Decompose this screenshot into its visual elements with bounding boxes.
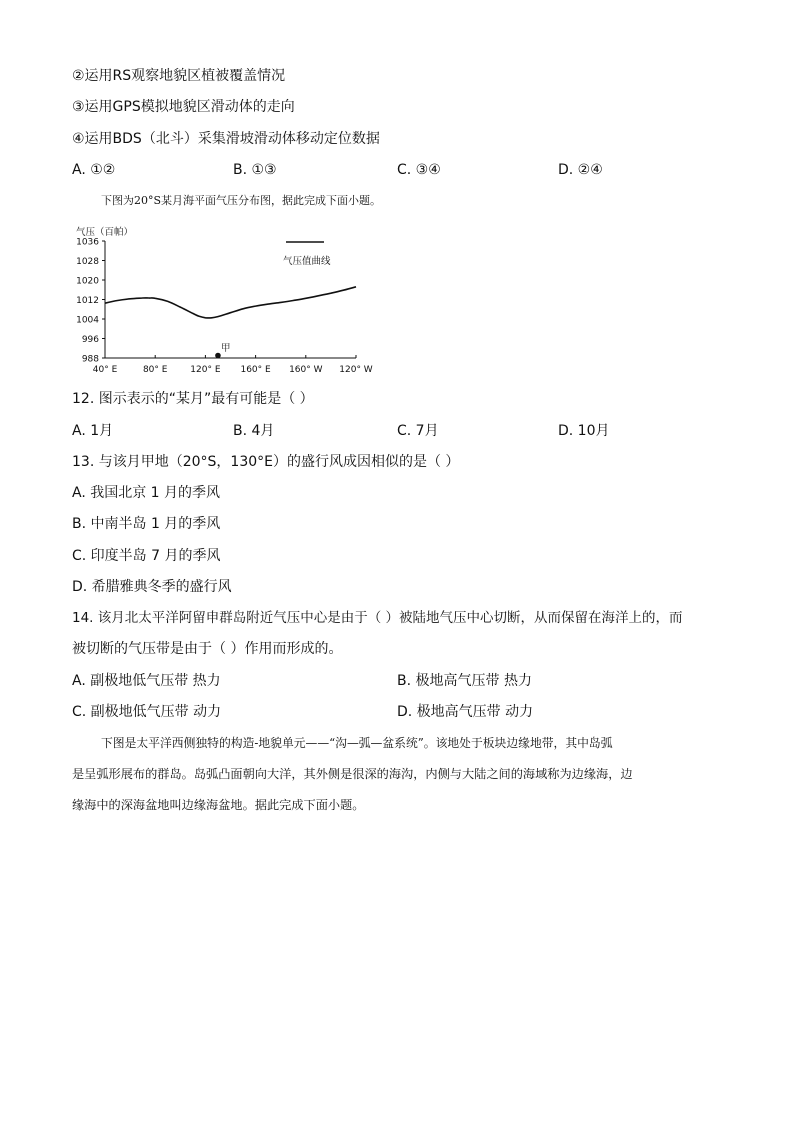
q13-stem: 13. 与该月甲地（20°S，130°E）的盛行风成因相似的是（ ） [72, 454, 460, 470]
next-intro-line1: 下图是太平洋西侧独特的构造-地貌单元——“沟—弧—盆系统”。该地处于板块边缘地带，其中岛弧 [101, 736, 613, 750]
x-tick-label: 160° W [289, 365, 323, 375]
statement-4: ④运用BDS（北斗）采集滑坡滑动体移动定位数据 [72, 131, 380, 147]
q12-option-d: D. 10月 [558, 423, 610, 439]
q13-option-a: A. 我国北京 1 月的季风 [72, 485, 221, 501]
y-tick-label: 988 [81, 354, 99, 365]
statement-3: ③运用GPS模拟地貌区滑动体的走向 [72, 99, 295, 115]
location-marker-dot [215, 353, 221, 359]
q14-option-d: D. 极地高气压带 动力 [397, 704, 534, 720]
pressure-chart [74, 220, 374, 380]
q11-option-b: B. ①③ [233, 162, 277, 178]
q13-option-c: C. 印度半岛 7 月的季风 [72, 548, 221, 564]
y-tick-label: 1004 [76, 315, 99, 326]
next-intro-line2: 是呈弧形展布的群岛。岛弧凸面朝向大洋，其外侧是很深的海沟，内侧与大陆之间的海域称为边缘海，边 [72, 767, 633, 781]
q12-option-b: B. 4月 [233, 423, 275, 439]
statement-2: ②运用RS观察地貌区植被覆盖情况 [72, 68, 286, 84]
q12-option-a: A. 1月 [72, 423, 114, 439]
x-tick-label: 40° E [92, 365, 118, 375]
y-tick-label: 1012 [76, 296, 99, 306]
y-axis-label: 气压（百帕） [76, 227, 134, 238]
x-tick-label: 120° E [190, 365, 221, 375]
x-tick-label: 120° W [339, 365, 373, 375]
pressure-curve-line [105, 287, 356, 318]
q12-stem: 12. 图示表示的“某月”最有可能是（ ） [72, 391, 314, 407]
x-tick-label: 160° E [240, 365, 271, 375]
q13-option-d: D. 希腊雅典冬季的盛行风 [72, 579, 232, 595]
q14-option-a: A. 副极地低气压带 热力 [72, 673, 221, 689]
x-tick-label: 80° E [142, 365, 168, 375]
chart-intro: 下图为20°S某月海平面气压分布图，据此完成下面小题。 [101, 194, 382, 207]
y-tick-label: 996 [81, 335, 99, 345]
legend-label: 气压值曲线 [283, 256, 331, 267]
location-marker-label: 甲 [220, 343, 231, 354]
q11-option-a: A. ①② [72, 162, 116, 178]
y-tick-label: 1028 [76, 257, 99, 267]
q14-stem-line1: 14. 该月北太平洋阿留申群岛附近气压中心是由于（ ）被陆地气压中心切断，从而保留在海洋上的，而 [72, 610, 683, 626]
q14-stem-line2: 被切断的气压带是由于（ ）作用而形成的。 [72, 641, 343, 657]
q13-option-b: B. 中南半岛 1 月的季风 [72, 516, 221, 532]
next-intro-line3: 缘海中的深海盆地叫边缘海盆地。据此完成下面小题。 [72, 798, 365, 812]
y-tick-label: 1036 [76, 237, 99, 248]
q14-option-c: C. 副极地低气压带 动力 [72, 704, 222, 720]
q12-option-c: C. 7月 [397, 423, 439, 439]
q14-option-b: B. 极地高气压带 热力 [397, 673, 532, 689]
q11-option-d: D. ②④ [558, 162, 603, 178]
q11-option-c: C. ③④ [397, 162, 441, 178]
y-tick-label: 1020 [76, 276, 99, 287]
